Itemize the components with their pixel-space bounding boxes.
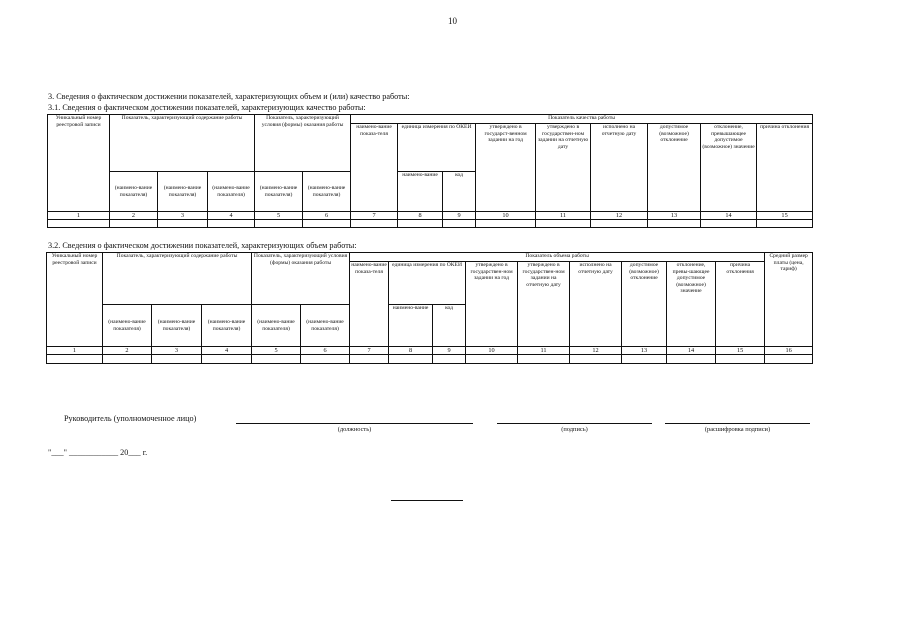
col-content-indicator: Показатель, характеризующий содержание работы	[110, 115, 255, 172]
empty-cell	[476, 220, 536, 228]
empty-cell	[716, 355, 765, 364]
column-number: 8	[389, 347, 433, 355]
signature-line	[497, 423, 652, 424]
table-row	[48, 220, 813, 228]
sub-unit-code: код	[433, 305, 466, 347]
empty-cell	[443, 220, 476, 228]
empty-cell	[252, 355, 301, 364]
sub-indicator-name: (наимено-вание показателя)	[110, 172, 158, 212]
empty-cell	[648, 220, 701, 228]
empty-cell	[103, 355, 152, 364]
col-approved-year: утверждено в государствен-ном задании на год	[466, 262, 518, 347]
decode-line	[665, 423, 810, 424]
col-approved-date: утверждено в государствен-ном задании на отчетную дату	[518, 262, 570, 347]
volume-table	[46, 252, 813, 364]
col-approved-date: утверждено в государствен-ном задании на отчетную дату	[536, 124, 591, 212]
sub-indicator-name: (наимено-вание показателя)	[103, 305, 152, 347]
sub-indicator-name: (наимено-вание показателя)	[255, 172, 303, 212]
section-title: 3. Сведения о фактическом достижении показателей, характеризующих объем и (или) качество работы:	[48, 92, 410, 101]
empty-cell	[570, 355, 622, 364]
empty-cell	[433, 355, 466, 364]
empty-cell	[350, 355, 389, 364]
column-number: 1	[47, 347, 103, 355]
sub-indicator-name: (наимено-вание показателя)	[252, 305, 301, 347]
empty-cell	[622, 355, 667, 364]
head-label: Руководитель (уполномоченное лицо)	[64, 414, 197, 423]
sub-indicator-name: (наимено-вание показателя)	[158, 172, 208, 212]
signature-caption: (подпись)	[561, 426, 588, 433]
col-conditions-indicator: Показатель, характеризующий условия (формы) оказания работы	[255, 115, 351, 172]
column-number: 14	[701, 212, 757, 220]
position-caption: (должность)	[337, 426, 372, 433]
column-number: 15	[757, 212, 813, 220]
quality-table-title: 3.1. Сведения о фактическом достижении показателей, характеризующих качество работы:	[48, 103, 366, 112]
column-number: 13	[648, 212, 701, 220]
col-unique-number: Уникальный номер реестровой записи	[48, 115, 110, 212]
column-number: 7	[351, 212, 398, 220]
column-number: 11	[518, 347, 570, 355]
sub-unit-code: код	[443, 172, 476, 212]
col-exceeding-deviation: отклонение, превы-шающее допустимое (возможное) значение	[667, 262, 716, 347]
column-number: 15	[716, 347, 765, 355]
empty-cell	[398, 220, 443, 228]
col-unit-okei: единица измерения по ОКЕИ	[398, 124, 476, 172]
column-number: 9	[433, 347, 466, 355]
sub-indicator-name: (наимено-вание показателя)	[208, 172, 255, 212]
column-number: 3	[152, 347, 202, 355]
decode-caption: (расшифровка подписи)	[704, 426, 771, 433]
col-approved-year: утверждено в государст-венном задании на год	[476, 124, 536, 212]
column-number: 12	[591, 212, 648, 220]
empty-cell	[591, 220, 648, 228]
col-quality-indicator: Показатель качества работы	[351, 115, 813, 124]
empty-cell	[303, 220, 351, 228]
empty-cell	[351, 220, 398, 228]
col-unit-okei: единица измерения по ОКЕИ	[389, 262, 466, 305]
column-number: 8	[398, 212, 443, 220]
empty-cell	[667, 355, 716, 364]
col-volume-indicator: Показатель объема работы	[350, 253, 765, 262]
column-number: 2	[110, 212, 158, 220]
column-number: 7	[350, 347, 389, 355]
empty-cell	[152, 355, 202, 364]
col-exceeding-deviation: отклонение, превышающее допустимое (возможное) значение	[701, 124, 757, 212]
sub-indicator-name: (наимено-вание показателя)	[152, 305, 202, 347]
column-number: 16	[765, 347, 813, 355]
column-number: 6	[303, 212, 351, 220]
volume-table-title: 3.2. Сведения о фактическом достижении показателей, характеризующих объем работы:	[48, 241, 357, 250]
column-number: 5	[255, 212, 303, 220]
sub-indicator-name: (наимено-вание показателя)	[301, 305, 350, 347]
column-number: 6	[301, 347, 350, 355]
column-number: 4	[202, 347, 252, 355]
empty-cell	[765, 355, 813, 364]
column-number: 1	[48, 212, 110, 220]
empty-cell	[158, 220, 208, 228]
col-done: исполнено на отчетную дату	[570, 262, 622, 347]
column-number: 3	[158, 212, 208, 220]
position-line	[236, 423, 473, 424]
sub-unit-name: наимено-вание	[389, 305, 433, 347]
empty-cell	[208, 220, 255, 228]
col-content-indicator: Показатель, характеризующий содержание работы	[103, 253, 252, 305]
empty-cell	[757, 220, 813, 228]
sub-unit-name: наимено-вание	[398, 172, 443, 212]
empty-cell	[202, 355, 252, 364]
col-unique-number: Уникальный номер реестровой записи	[47, 253, 103, 347]
sub-indicator-name: (наимено-вание показателя)	[303, 172, 351, 212]
column-numbers-row	[48, 212, 813, 220]
date-line: "___" ____________ 20___ г.	[48, 448, 148, 457]
empty-cell	[301, 355, 350, 364]
column-number: 10	[466, 347, 518, 355]
col-done: исполнено на отчетную дату	[591, 124, 648, 212]
column-number: 5	[252, 347, 301, 355]
col-allowed-deviation: допустимое (возможное) отклонение	[622, 262, 667, 347]
empty-cell	[47, 355, 103, 364]
empty-cell	[48, 220, 110, 228]
column-number: 2	[103, 347, 152, 355]
column-number: 10	[476, 212, 536, 220]
column-number: 12	[570, 347, 622, 355]
sub-indicator-name: (наимено-вание показателя)	[202, 305, 252, 347]
col-indicator-name: наимено-вание показа-теля	[351, 124, 398, 212]
col-average-fee: Средний размер платы (цена, тариф)	[765, 253, 813, 347]
column-number: 14	[667, 347, 716, 355]
empty-cell	[701, 220, 757, 228]
table-row	[47, 355, 813, 364]
empty-cell	[110, 220, 158, 228]
column-number: 9	[443, 212, 476, 220]
column-numbers-row	[47, 347, 813, 355]
empty-cell	[255, 220, 303, 228]
col-conditions-indicator: Показатель, характеризующий условия (формы) оказания работы	[252, 253, 350, 305]
empty-cell	[389, 355, 433, 364]
column-number: 11	[536, 212, 591, 220]
column-number: 4	[208, 212, 255, 220]
empty-cell	[536, 220, 591, 228]
col-allowed-deviation: допустимое (возможное) отклонение	[648, 124, 701, 212]
empty-cell	[518, 355, 570, 364]
column-number: 13	[622, 347, 667, 355]
quality-table	[47, 114, 813, 228]
col-deviation-reason: причина отклонения	[716, 262, 765, 347]
col-deviation-reason: причина отклонения	[757, 124, 813, 212]
end-divider	[391, 500, 463, 501]
empty-cell	[466, 355, 518, 364]
page-number: 10	[448, 16, 457, 26]
col-indicator-name: наимено-вание показа-теля	[350, 262, 389, 347]
